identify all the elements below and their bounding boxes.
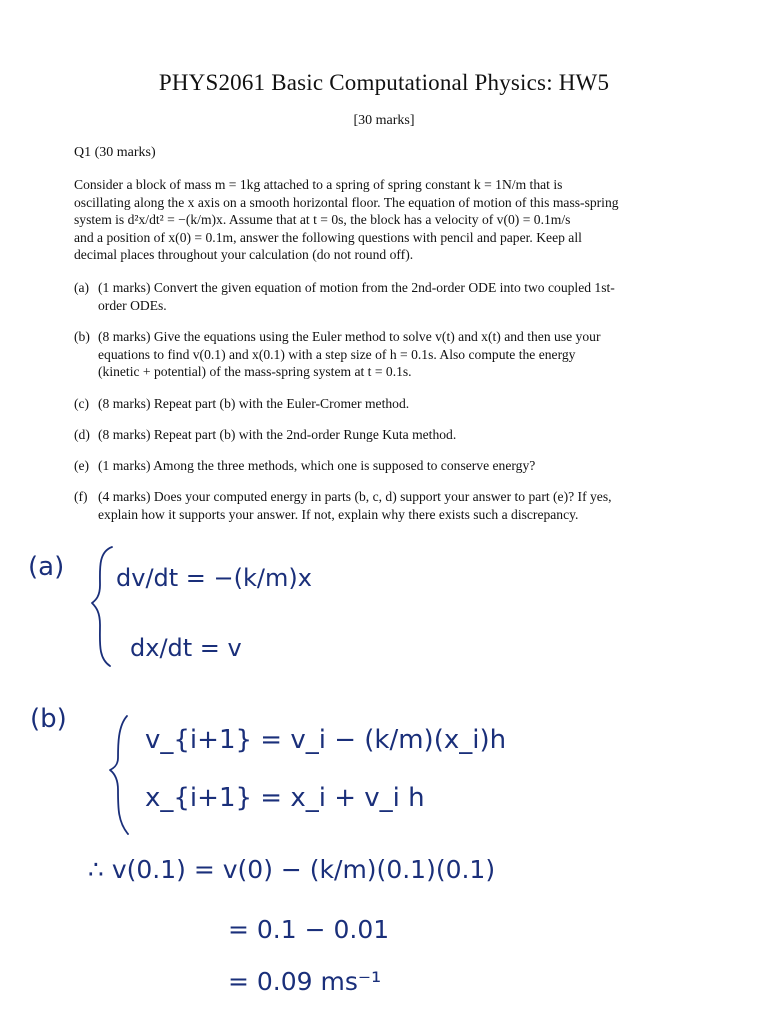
hw-brace-a — [92, 547, 112, 666]
hw-part-a-label: (a) — [28, 552, 65, 582]
hw-part-b-eq1: v_{i+1} = v_i − (k/m)(x_i)h — [145, 725, 507, 755]
hw-part-a-eq2: dx/dt = v — [130, 634, 242, 662]
hw-calc-line1: ∴ v(0.1) = v(0) − (k/m)(0.1)(0.1) — [88, 855, 496, 884]
part-text-line: (4 marks) Does your computed energy in parts (b, c, d) support your answer to part (e)? If yes, — [98, 489, 612, 504]
hw-calc-line2: = 0.1 − 0.01 — [228, 915, 390, 944]
part-text-line: (8 marks) Repeat part (b) with the Euler-Cromer method. — [98, 396, 410, 411]
intro-line: Consider a block of mass m = 1kg attached to a spring of spring constant k = 1N/m that is — [74, 177, 563, 192]
part-text-line: (1 marks) Among the three methods, which one is supposed to conserve energy? — [98, 458, 536, 473]
page-title: PHYS2061 Basic Computational Physics: HW5 — [158, 70, 610, 95]
part-text-line: (kinetic + potential) of the mass-spring system at t = 0.1s. — [98, 364, 412, 379]
part-text-line: order ODEs. — [98, 297, 167, 313]
total-marks: [30 marks] — [353, 113, 415, 128]
part-label: (f) — [74, 489, 88, 504]
part-text-line: (1 marks) Convert the given equation of motion from the 2nd-order ODE into two coupled 1st- — [98, 280, 615, 295]
intro-line: system is d²x/dt² = −(k/m)x. Assume that at t = 0s, the block has a velocity of v(0) = 0.1m/s — [74, 212, 571, 227]
part-label: (b) — [74, 329, 90, 344]
intro-line: and a position of x(0) = 0.1m, answer the following questions with pencil and paper. Keep all — [74, 229, 582, 245]
part-label: (c) — [74, 396, 90, 411]
question-header: Q1 (30 marks) — [74, 145, 156, 160]
part-text-line: equations to find v(0.1) and x(0.1) with a step size of h = 0.1s. Also compute the energy — [98, 346, 576, 362]
intro-line: oscillating along the x axis on a smooth horizontal floor. The equation of motion of this mass-spring — [74, 194, 619, 210]
hw-part-b-eq2: x_{i+1} = x_i + v_i h — [145, 783, 425, 813]
part-text-line: explain how it supports your answer. If not, explain why there exists such a discrepancy. — [98, 506, 579, 522]
hw-part-b-label: (b) — [30, 704, 67, 734]
part-label: (e) — [74, 458, 90, 473]
part-label: (d) — [74, 427, 90, 442]
part-text-line: (8 marks) Repeat part (b) with the 2nd-order Runge Kuta method. — [98, 427, 457, 442]
part-label: (a) — [74, 280, 90, 295]
hw-part-a-eq1: dv/dt = −(k/m)x — [116, 564, 312, 592]
part-text-line: (8 marks) Give the equations using the Euler method to solve v(t) and x(t) and then use your — [98, 329, 601, 344]
hw-calc-line3: = 0.09 ms⁻¹ — [228, 967, 382, 996]
hw-brace-b — [110, 716, 128, 834]
intro-line: decimal places throughout your calculation (do not round off). — [74, 247, 414, 262]
